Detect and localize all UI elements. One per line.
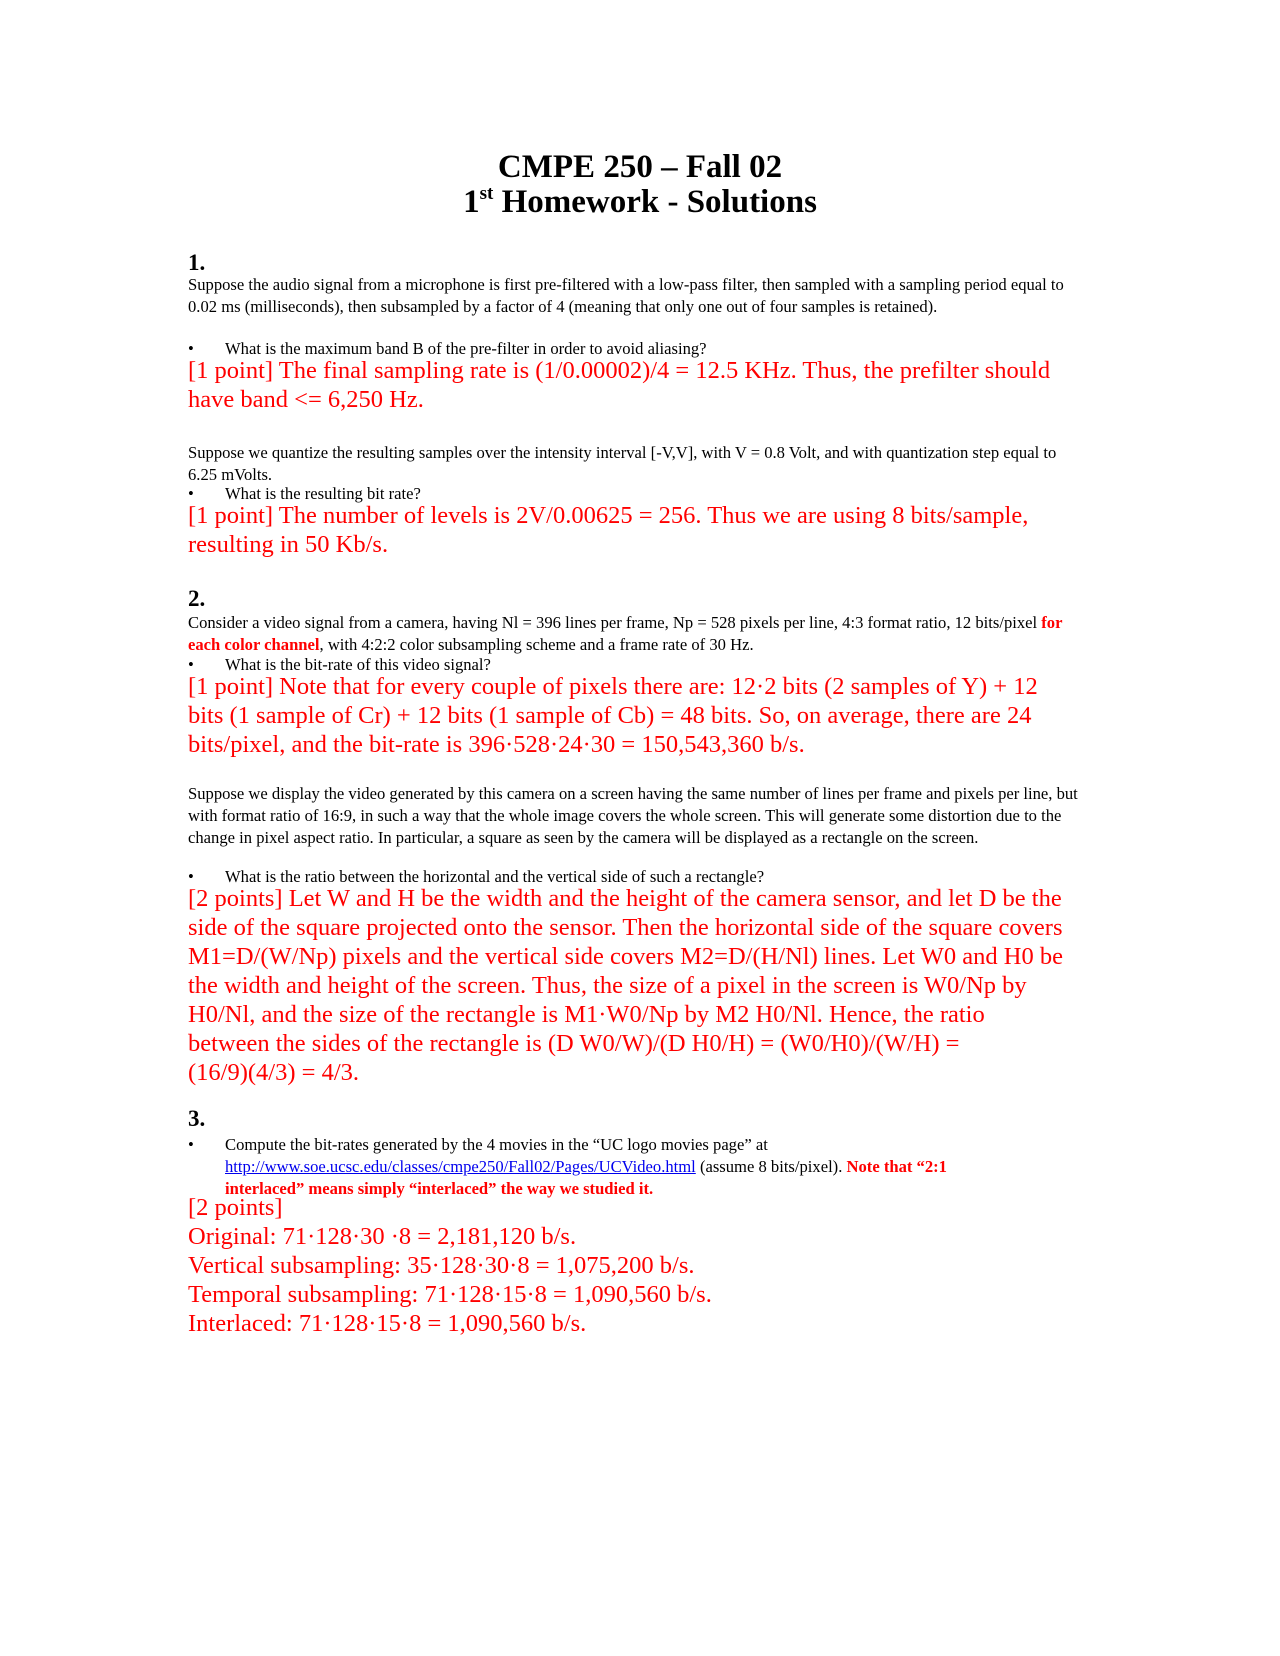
question-1-number: 1. bbox=[188, 250, 206, 275]
bullet-text: Compute the bit-rates generated by the 4 movies in the “UC logo movies page” at http://www.soe.ucsc.edu/classes/cmpe250/Fall02/Pages/UCVideo.html (assume 8 bits/pixel). Note that “2:1 interlaced” means simply “interlaced” the way we studied it. bbox=[225, 1135, 947, 1198]
bullet-icon: • bbox=[188, 339, 194, 358]
document-title-line2: 1st Homework - Solutions bbox=[463, 183, 817, 220]
document-title-line1: CMPE 250 – Fall 02 bbox=[497, 149, 783, 185]
question-2-number: 2. bbox=[188, 586, 206, 611]
question-2-paragraph: Consider a video signal from a camera, having Nl = 396 lines per frame, Np = 528 pixels per line, 4:3 format ratio, 12 bits/pixel for each color channel, with 4:2:2 color subsampling scheme and a frame rate of 30 Hz. bbox=[188, 613, 1063, 654]
bullet-text: What is the ratio between the horizontal and the vertical side of such a rectangle? bbox=[225, 867, 765, 886]
question-3-number: 3. bbox=[188, 1106, 206, 1131]
question-3-answer: [2 points] Original: 71·128·30 ·8 = 2,181,120 b/s. Vertical subsampling: 35·128·30·8 = 1,075,200 b/s. Temporal subsampling: 71·128·15·8 = 1,090,560 b/s. Interlaced: 71·128·15·8 = 1,090,560 b/s. bbox=[188, 1194, 712, 1337]
question-1-answer-1: [1 point] The final sampling rate is (1/0.00002)/4 = 12.5 KHz. Thus, the prefilter should have band <= 6,250 Hz. bbox=[188, 357, 1051, 413]
question-2-answer-2: [2 points] Let W and H be the width and the height of the camera sensor, and let D be the side of the square projected onto the sensor. Then the horizontal side of the square covers M1=D/(W/Np) pixels and the vertical side covers M2=D/(H/Nl) lines. Let W0 and H0 be the width and height of the screen. Thus, the size of a pixel in the screen is W0/Np by H0/Nl, and the size of the rectangle is M1·W0/Np by M2 H0/Nl. Hence, the ratio between the sides of the rectangle is (D W0/W)/(D H0/H) = (W0/H0)/(W/H) = (16/9)(4/3) = 4/3. bbox=[188, 885, 1063, 1086]
question-2-paragraph-2: Suppose we display the video generated by this camera on a screen having the same number of lines per frame and pixels per line, but with format ratio of 16:9, in such a way that the whole image covers the whole screen. This will generate some distortion due to the change in pixel aspect ratio. In particular, a square as seen by the camera will be displayed as a rectangle on the screen. bbox=[188, 784, 1078, 847]
bullet-icon: • bbox=[188, 1135, 194, 1154]
question-1-paragraph: Suppose the audio signal from a microphone is first pre-filtered with a low-pass filter, then sampled with a sampling period equal to 0.02 ms (milliseconds), then subsampled by a factor of 4 (meaning that only one out of four samples is retained). bbox=[188, 275, 1064, 316]
ucvideo-page-link[interactable]: http://www.soe.ucsc.edu/classes/cmpe250/Fall02/Pages/UCVideo.html bbox=[225, 1157, 696, 1176]
question-1-paragraph-2: Suppose we quantize the resulting samples over the intensity interval [-V,V], with V = 0.8 Volt, and with quantization step equal to 6.25 mVolts. bbox=[188, 443, 1057, 484]
bullet-text: What is the maximum band B of the pre-filter in order to avoid aliasing? bbox=[225, 339, 707, 358]
bullet-icon: • bbox=[188, 867, 194, 886]
question-1-answer-2: [1 point] The number of levels is 2V/0.00625 = 256. Thus we are using 8 bits/sample, resulting in 50 Kb/s. bbox=[188, 502, 1029, 558]
bullet-text: What is the bit-rate of this video signal? bbox=[225, 655, 491, 674]
bullet-icon: • bbox=[188, 655, 194, 674]
bullet-icon: • bbox=[188, 484, 194, 503]
question-2-answer-1: [1 point] Note that for every couple of pixels there are: 12·2 bits (2 samples of Y) + 12 bits (1 sample of Cr) + 12 bits (1 sample of Cb) = 48 bits. So, on average, there are 24 bits/pixel, and the bit-rate is 396·528·24·30 = 150,543,360 b/s. bbox=[188, 673, 1038, 758]
bullet-text: What is the resulting bit rate? bbox=[225, 484, 421, 503]
